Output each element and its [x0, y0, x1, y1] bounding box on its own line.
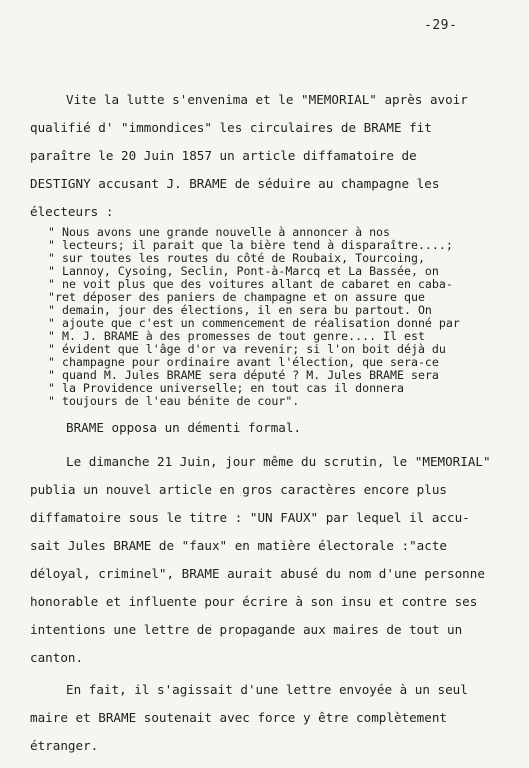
text-line: diffamatoire sous le titre : "UN FAUX" par lequel il accu-: [30, 510, 470, 525]
text-line: étranger.: [30, 738, 99, 753]
text-line: électeurs :: [30, 204, 114, 219]
page-number: -29-: [424, 18, 458, 33]
quote-line: " demain, jour des élections, il en sera bu partout. On: [48, 303, 432, 317]
text-line: canton.: [30, 650, 84, 665]
quote-line: " ajoute que c'est un commencement de réalisation donné par: [48, 316, 460, 330]
quote-line: " Nous avons une grande nouvelle à annoncer à nos: [48, 225, 391, 239]
text-line: En fait, il s'agissait d'une lettre envoyée à un seul: [66, 682, 468, 697]
quote-line: " ne voit plus que des voitures allant de cabaret en caba-: [48, 277, 453, 291]
quote-line: " lecteurs; il parait que la bière tend à disparaître....;: [48, 238, 453, 252]
quote-line: " M. J. BRAME à des promesses de tout genre.... Il est: [48, 329, 425, 343]
quote-line: " sur toutes les routes du côté de Roubaix, Tourcoing,: [48, 251, 425, 265]
quote-line: " évident que l'âge d'or va revenir; si l'on boit déjà du: [48, 342, 446, 356]
text-line: maire et BRAME soutenait avec force y être complètement: [30, 710, 448, 725]
text-line: Vite la lutte s'envenima et le "MEMORIAL" après avoir: [66, 92, 468, 107]
text-line: paraître le 20 Juin 1857 un article diffamatoire de: [30, 148, 417, 163]
text-line: honorable et influente pour écrire à son insu et contre ses: [30, 594, 478, 609]
quote-line: "ret déposer des paniers de champagne et on assure que: [48, 290, 425, 304]
text-line: publia un nouvel article en gros caractères encore plus: [30, 482, 448, 497]
quote-line: " champagne pour ordinaire avant l'élection, que sera-ce: [48, 355, 439, 369]
quote-line: " la Providence universelle; en tout cas il donnera: [48, 381, 404, 395]
text-line: Le dimanche 21 Juin, jour même du scrutin, le "MEMORIAL": [66, 454, 491, 469]
text-line: intentions une lettre de propagande aux maires de tout un: [30, 622, 463, 637]
quote-line: " toujours de l'eau bénite de cour".: [48, 394, 300, 408]
text-line: DESTIGNY accusant J. BRAME de séduire au champagne les: [30, 176, 440, 191]
quote-line: " quand M. Jules BRAME sera député ? M. Jules BRAME sera: [48, 368, 439, 382]
text-line: BRAME opposa un démenti formal.: [66, 420, 302, 435]
quote-line: " Lannoy, Cysoing, Seclin, Pont-à-Marcq et La Bassée, on: [48, 264, 439, 278]
text-line: sait Jules BRAME de "faux" en matière électorale :"acte: [30, 538, 448, 553]
text-line: qualifié d' "immondices" les circulaires de BRAME fit: [30, 120, 432, 135]
text-line: déloyal, criminel", BRAME aurait abusé du nom d'une personne: [30, 566, 485, 581]
